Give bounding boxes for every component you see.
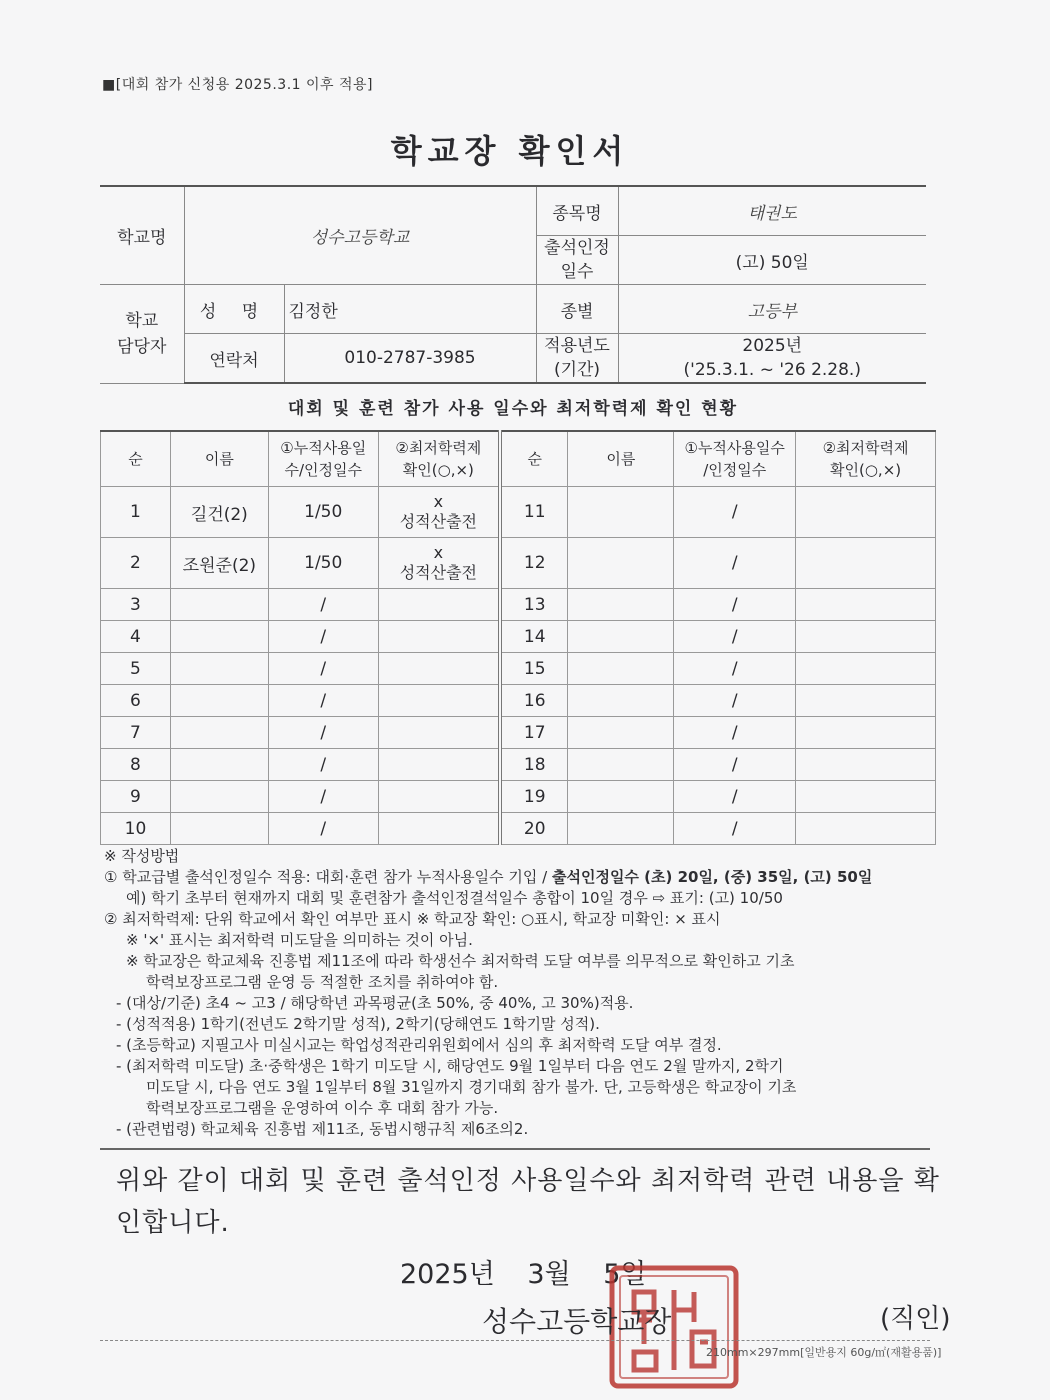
note-8a: - (최저학력 미도달) 초·중학생은 1학기 미도달 시, 해당연도 9월 1일부터 다음 연도 2월 말까지, 2학기 — [116, 1057, 784, 1075]
table-row — [101, 781, 936, 813]
row-name — [170, 781, 268, 813]
table-row — [101, 685, 936, 717]
row-name — [170, 621, 268, 653]
row-check: x — [433, 492, 444, 511]
row-check — [796, 621, 936, 653]
note-2: ② 최저학력제: 단위 학교에서 확인 여부만 표시 ※ 학교장 확인: ○표시, 학교장 미확인: × 표시 — [104, 910, 721, 928]
table-subtitle: 대회 및 훈련 참가 사용 일수와 최저학력제 확인 현황 — [287, 399, 739, 419]
row-no: 7 — [101, 717, 171, 749]
table-row — [101, 538, 936, 589]
row-days: / — [674, 487, 796, 538]
row-name — [568, 653, 674, 685]
row-check — [796, 653, 936, 685]
row-days: / — [674, 717, 796, 749]
note-4a: ※ 학교장은 학교체육 진흥법 제11조에 따라 학생선수 최저학력 도달 여부를 의무적으로 확인하고 기초 — [126, 952, 795, 970]
attendance-label: 출석인정 일수 — [536, 236, 618, 285]
name-value: 김정한 — [284, 285, 536, 334]
row-no: 17 — [500, 717, 568, 749]
event-value: 태권도 — [618, 186, 926, 236]
seal-label: (직인) — [880, 1304, 951, 1334]
confirmation-text: 위와 같이 대회 및 훈련 출석인정 사용일수와 최저학력 관련 내용을 확인합니다. — [116, 1166, 940, 1238]
row-name — [568, 487, 674, 538]
note-7: - (초등학교) 지필고사 미실시교는 학업성적관리위원회에서 심의 후 최저학력 도달 여부 결정. — [116, 1036, 722, 1054]
row-no: 20 — [500, 813, 568, 845]
row-name — [170, 653, 268, 685]
row-name — [568, 749, 674, 781]
row-no: 2 — [101, 538, 171, 589]
row-check-cell — [378, 487, 500, 538]
row-check — [378, 653, 500, 685]
row-no: 16 — [500, 685, 568, 717]
row-days: / — [674, 685, 796, 717]
school-value: 성수고등학교 — [184, 186, 536, 285]
row-check — [378, 749, 500, 781]
table-row — [101, 813, 936, 845]
row-days: / — [268, 685, 378, 717]
row-check: x — [433, 543, 444, 562]
row-name: 조원준(2) — [170, 538, 268, 589]
row-days: / — [268, 621, 378, 653]
note-1-text: ① 학교급별 출석인정일수 적용: 대회·훈련 참가 누적사용일수 기입 / — [104, 868, 552, 886]
row-name — [170, 589, 268, 621]
row-no: 12 — [500, 538, 568, 589]
row-no: 1 — [101, 487, 171, 538]
row-check — [796, 487, 936, 538]
row-days: / — [268, 813, 378, 845]
table-row — [101, 621, 936, 653]
row-no: 9 — [101, 781, 171, 813]
row-check — [378, 717, 500, 749]
table-row — [101, 653, 936, 685]
row-no: 5 — [101, 653, 171, 685]
paper-spec: 210mm×297mm[일반용지 60g/㎡(재활용품)] — [706, 1346, 942, 1359]
year-cell — [618, 334, 926, 384]
table-row — [101, 589, 936, 621]
form-tag: ■[대회 참가 신청용 2025.3.1 이후 적용] — [102, 77, 374, 93]
divider — [100, 1148, 930, 1150]
attendance-value: (고) 50일 — [618, 236, 926, 285]
year-value: 2025년 — [742, 336, 803, 356]
date-day: 5일 — [603, 1259, 647, 1290]
row-name — [568, 589, 674, 621]
row-note: 성적산출전 — [399, 512, 477, 531]
col-no: 순 — [101, 431, 171, 487]
note-8b: 미도달 시, 다음 연도 3월 1일부터 8월 31일까지 경기대회 참가 불가. 단, 고등학생은 학교장이 기초 — [146, 1078, 797, 1096]
note-1-bold: 출석인정일수 (초) 20일, (중) 35일, (고) 50일 — [551, 868, 873, 886]
row-no: 15 — [500, 653, 568, 685]
row-name — [170, 813, 268, 845]
row-name — [568, 685, 674, 717]
row-no: 6 — [101, 685, 171, 717]
year-label: 적용년도 (기간) — [536, 334, 618, 384]
row-days: / — [674, 781, 796, 813]
col-days-right: ①누적사용일수 /인정일수 — [674, 431, 796, 487]
division-label: 종별 — [536, 285, 618, 334]
row-name — [170, 749, 268, 781]
contact-label: 연락처 — [184, 334, 284, 384]
col-name-right: 이름 — [568, 431, 674, 487]
row-no: 14 — [500, 621, 568, 653]
date-month: 3월 — [527, 1259, 571, 1290]
row-check — [796, 749, 936, 781]
note-8c: 학력보장프로그램을 운영하여 이수 후 대회 참가 가능. — [146, 1099, 499, 1117]
row-name — [568, 621, 674, 653]
row-name — [568, 781, 674, 813]
row-note: 성적산출전 — [399, 563, 477, 582]
table-row — [101, 717, 936, 749]
row-check — [796, 589, 936, 621]
row-name — [170, 685, 268, 717]
info-table — [100, 185, 926, 384]
row-days: 1/50 — [268, 487, 378, 538]
name-label: 성 명 — [184, 285, 284, 334]
row-name — [170, 717, 268, 749]
row-no: 19 — [500, 781, 568, 813]
col-no-right: 순 — [500, 431, 568, 487]
row-check — [378, 685, 500, 717]
date-year: 2025년 — [400, 1259, 495, 1290]
principal-name: 성수고등학교장 — [482, 1305, 672, 1338]
row-no: 4 — [101, 621, 171, 653]
row-days: / — [674, 813, 796, 845]
row-no: 8 — [101, 749, 171, 781]
row-days: / — [674, 538, 796, 589]
row-days: / — [268, 653, 378, 685]
note-1 — [104, 867, 944, 888]
row-days: / — [674, 653, 796, 685]
col-min: ②최저학력제 확인(○,×) — [378, 431, 500, 487]
period-value: ('25.3.1. ~ '26 2.28.) — [683, 360, 861, 380]
table-header-row — [101, 431, 936, 487]
note-1-example: 예) 학기 초부터 현재까지 대회 및 훈련참가 출석인정결석일수 총합이 10일 경우 ⇨ 표기: (고) 10/50 — [126, 889, 783, 907]
row-days: / — [674, 589, 796, 621]
row-days: / — [268, 749, 378, 781]
row-days: / — [268, 717, 378, 749]
row-check — [796, 685, 936, 717]
row-name — [568, 717, 674, 749]
row-days: / — [268, 781, 378, 813]
row-days: / — [674, 749, 796, 781]
footer-divider — [100, 1340, 930, 1341]
col-min-right: ②최저학력제 확인(○,×) — [796, 431, 936, 487]
table-row — [101, 487, 936, 538]
note-4b: 학력보장프로그램 운영 등 적절한 조치를 취하여야 함. — [146, 973, 499, 991]
col-name: 이름 — [170, 431, 268, 487]
row-name: 길건(2) — [170, 487, 268, 538]
row-check-cell — [378, 538, 500, 589]
table-row — [101, 749, 936, 781]
row-check — [378, 589, 500, 621]
row-check — [796, 717, 936, 749]
division-value: 고등부 — [618, 285, 926, 334]
row-check — [796, 781, 936, 813]
row-no: 10 — [101, 813, 171, 845]
status-table — [100, 430, 936, 845]
note-5: - (대상/기준) 초4 ~ 고3 / 해당학년 과목평균(초 50%, 중 40%, 고 30%)적용. — [116, 994, 634, 1012]
page-title: 학교장 확인서 — [390, 132, 630, 170]
col-days: ①누적사용일 수/인정일수 — [268, 431, 378, 487]
row-no: 11 — [500, 487, 568, 538]
row-no: 3 — [101, 589, 171, 621]
row-days: / — [268, 589, 378, 621]
row-check — [378, 621, 500, 653]
row-check — [378, 813, 500, 845]
note-6: - (성적적용) 1학기(전년도 2학기말 성적), 2학기(당해연도 1학기말 성적). — [116, 1015, 600, 1033]
row-days: / — [674, 621, 796, 653]
school-label: 학교명 — [100, 186, 184, 285]
row-days: 1/50 — [268, 538, 378, 589]
row-check — [378, 781, 500, 813]
row-no: 18 — [500, 749, 568, 781]
row-name — [568, 538, 674, 589]
note-9: - (관련법령) 학교체육 진흥법 제11조, 동법시행규칙 제6조의2. — [116, 1120, 529, 1138]
note-3: ※ '×' 표시는 최저학력 미도달을 의미하는 것이 아님. — [126, 931, 473, 949]
instructions — [104, 846, 944, 1140]
contact-value: 010-2787-3985 — [284, 334, 536, 384]
row-check — [796, 538, 936, 589]
event-label: 종목명 — [536, 186, 618, 236]
row-name — [568, 813, 674, 845]
row-no: 13 — [500, 589, 568, 621]
row-check — [796, 813, 936, 845]
notes-heading: ※ 작성방법 — [104, 847, 180, 865]
manager-label: 학교 담당자 — [100, 285, 184, 384]
